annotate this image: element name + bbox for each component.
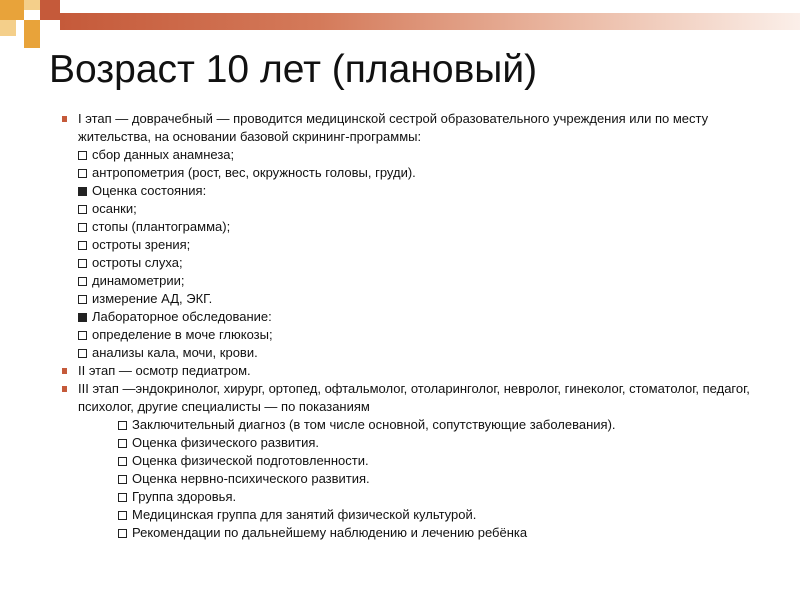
list-item: Оценка состояния: — [78, 182, 752, 200]
stage-3-text: III этап —эндокринолог, хирург, ортопед, офтальмолог, отоларинголог, невролог, гинеколог, стоматолог, педагог, психолог, другие специалисты — по показаниям — [78, 381, 750, 414]
list-item: определение в моче глюкозы; — [78, 326, 752, 344]
list-item: остроты зрения; — [78, 236, 752, 254]
list-item: антропометрия (рост, вес, окружность головы, груди). — [78, 164, 752, 182]
stage-2-paragraph — [62, 362, 752, 380]
header-gradient-bar — [60, 13, 800, 30]
checkbox-icon — [78, 295, 87, 304]
checkbox-icon — [78, 259, 87, 268]
stage-1-list — [78, 146, 752, 362]
list-item: Заключительный диагноз (в том числе основной, сопутствующие заболевания). — [118, 416, 752, 434]
checkbox-icon — [118, 475, 127, 484]
checkbox-icon — [78, 331, 87, 340]
list-item: Оценка нервно-психического развития. — [118, 470, 752, 488]
list-item: осанки; — [78, 200, 752, 218]
page-title: Возраст 10 лет (плановый) — [49, 48, 538, 91]
filled-square-icon — [78, 313, 87, 322]
checkbox-icon — [118, 493, 127, 502]
stage-1-paragraph — [62, 110, 752, 362]
checkbox-icon — [118, 529, 127, 538]
decor-square — [24, 20, 40, 48]
list-item: Оценка физической подготовленности. — [118, 452, 752, 470]
list-item: Оценка физического развития. — [118, 434, 752, 452]
checkbox-icon — [78, 223, 87, 232]
list-item: измерение АД, ЭКГ. — [78, 290, 752, 308]
list-item: Медицинская группа для занятий физической культурой. — [118, 506, 752, 524]
list-item: сбор данных анамнеза; — [78, 146, 752, 164]
stage-2-text: II этап — осмотр педиатром. — [78, 363, 251, 378]
list-item: стопы (плантограмма); — [78, 218, 752, 236]
checkbox-icon — [118, 457, 127, 466]
stage-3-list — [78, 416, 752, 542]
checkbox-icon — [78, 205, 87, 214]
slide-content — [62, 110, 752, 542]
decor-square — [24, 0, 40, 10]
stage-3-paragraph — [62, 380, 752, 542]
bullet-icon — [62, 386, 67, 392]
checkbox-icon — [78, 349, 87, 358]
list-item: анализы кала, мочи, крови. — [78, 344, 752, 362]
stage-1-text: I этап — доврачебный — проводится медицинской сестрой образовательного учреждения или по месту жительства, на основании базовой скрининг-программы: — [78, 111, 709, 144]
checkbox-icon — [78, 241, 87, 250]
list-item: Лабораторное обследование: — [78, 308, 752, 326]
decor-square — [40, 0, 60, 20]
bullet-icon — [62, 368, 67, 374]
checkbox-icon — [78, 151, 87, 160]
list-item: остроты слуха; — [78, 254, 752, 272]
checkbox-icon — [118, 511, 127, 520]
list-item: динамометрии; — [78, 272, 752, 290]
checkbox-icon — [78, 277, 87, 286]
bullet-icon — [62, 116, 67, 122]
checkbox-icon — [78, 169, 87, 178]
filled-square-icon — [78, 187, 87, 196]
checkbox-icon — [118, 439, 127, 448]
checkbox-icon — [118, 421, 127, 430]
list-item: Рекомендации по дальнейшему наблюдению и лечению ребёнка — [118, 524, 752, 542]
list-item: Группа здоровья. — [118, 488, 752, 506]
decor-square — [0, 20, 16, 36]
decor-square — [0, 0, 24, 20]
